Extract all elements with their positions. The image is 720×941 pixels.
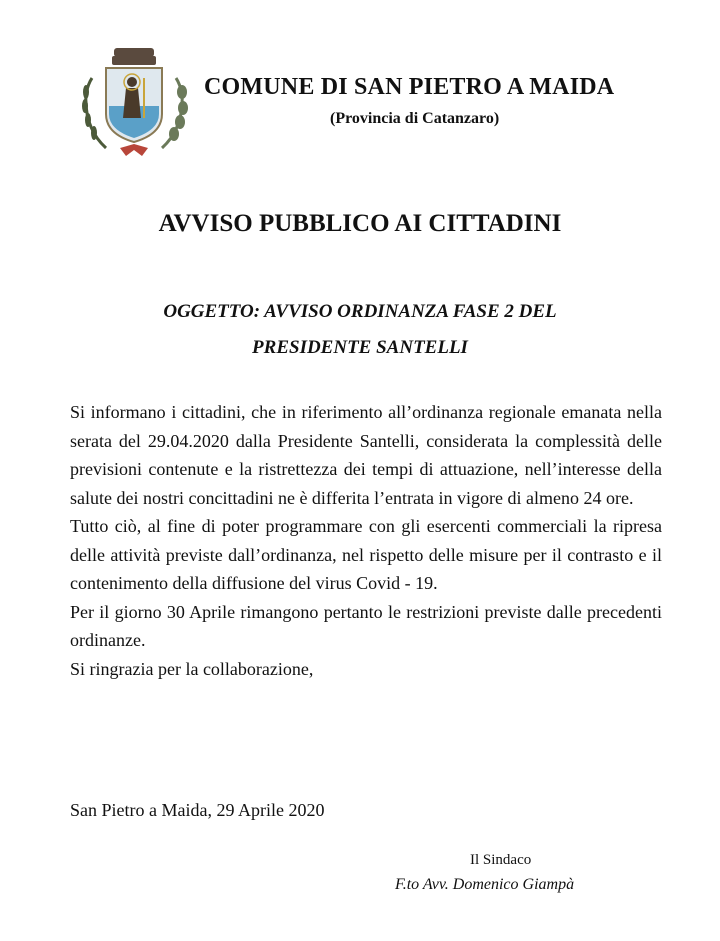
laurel-leaf: [82, 99, 88, 113]
body-paragraph-2: Tutto ciò, al fine di poter programmare con gli esercenti commerciali la ripresa delle attività previste dall’ordinanza, nel rispetto delle misure per il contrasto e il contenimento della diffusione del virus Covid - 19.: [70, 516, 662, 593]
crown-band: [112, 56, 156, 65]
laurel-leaf: [85, 113, 91, 127]
place-and-date: San Pietro a Maida, 29 Aprile 2020: [70, 800, 325, 820]
saint-staff: [143, 78, 145, 118]
province-name: (Provincia di Catanzaro): [330, 110, 500, 127]
oak-leaf: [177, 85, 187, 99]
notice-title: AVVISO PUBBLICO AI CITTADINI: [158, 210, 562, 237]
signer-name: F.to Avv. Domenico Giampà: [395, 876, 575, 893]
body-paragraph-3: Per il giorno 30 Aprile rimangono pertanto le restrizioni previste dalle precedenti ordinanze.: [70, 601, 662, 650]
crown-top: [114, 48, 154, 57]
subject-line-1: OGGETTO: AVVISO ORDINANZA FASE 2 DEL: [163, 301, 557, 322]
subject-line-2: PRESIDENTE SANTELLI: [252, 337, 468, 358]
oak-leaf: [178, 101, 188, 115]
oak-leaf: [175, 115, 185, 129]
oak-leaf: [169, 127, 179, 141]
saint-head: [127, 77, 137, 87]
saint-robe: [123, 88, 141, 118]
coat-of-arms-icon: [76, 44, 192, 164]
laurel-leaf: [83, 85, 89, 99]
laurel-leaf: [91, 126, 97, 140]
body-paragraph-1: Si informano i cittadini, che in riferimento all’ordinanza regionale emanata nella serata del 29.04.2020 dalla Presidente Santelli, considerata la complessità delle previsioni contenute e la ristrettezza dei tempi di attuazione, nell’interesse della salute dei nostri concittadini ne è differita l’entrata in vigore di almeno 24 ore.: [70, 402, 662, 508]
municipality-name: COMUNE DI SAN PIETRO A MAIDA: [204, 74, 615, 100]
body-paragraph-4: Si ringrazia per la collaborazione,: [70, 658, 314, 679]
notice-body: [70, 398, 662, 683]
ribbon: [120, 144, 148, 156]
signer-role: Il Sindaco: [470, 852, 532, 868]
notice-subject: [0, 294, 720, 366]
